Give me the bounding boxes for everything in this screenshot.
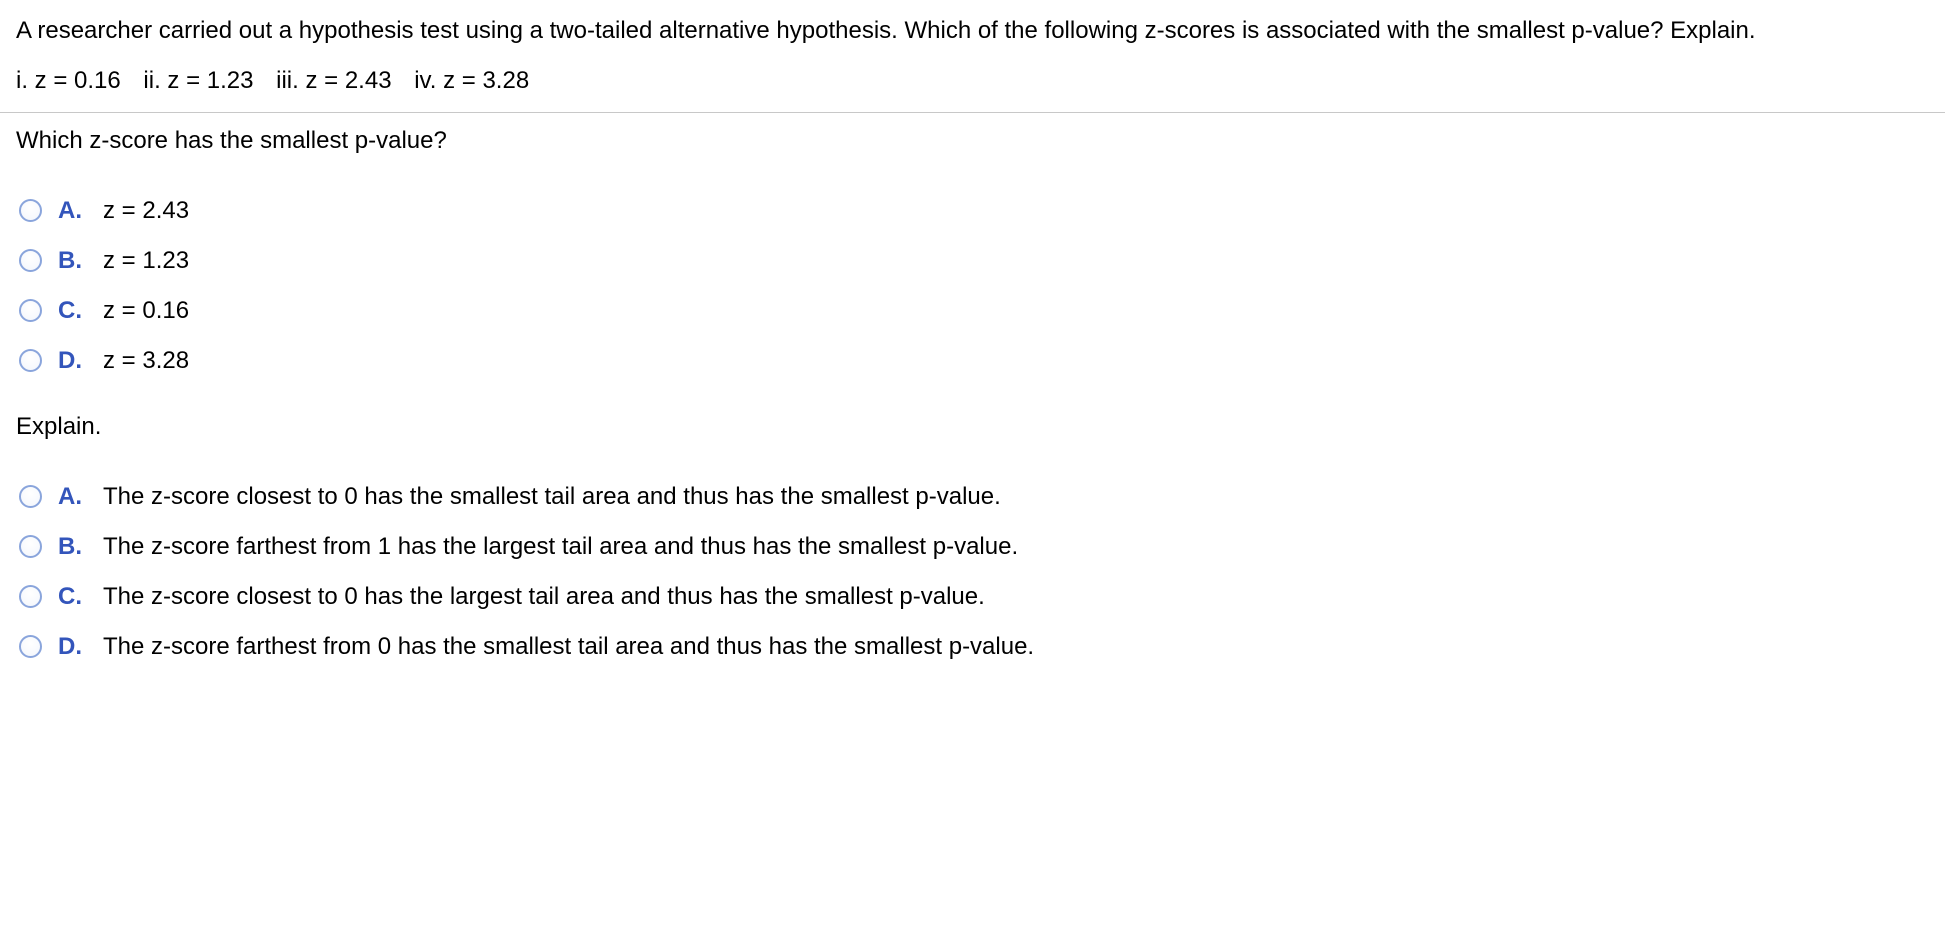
part2-option-d[interactable] — [19, 632, 1034, 682]
section-divider — [0, 112, 1945, 113]
radio-button[interactable] — [19, 485, 42, 508]
option-letter: C. — [58, 583, 82, 610]
part1-option-c[interactable] — [19, 296, 189, 346]
z-score-list — [16, 66, 545, 96]
option-text: The z-score farthest from 0 has the smallest tail area and thus has the smallest p-value. — [103, 633, 1035, 660]
question-prompt: A researcher carried out a hypothesis test using a two-tailed alternative hypothesis. Which of the following z-scores is associated with the smallest p-value? Explain. — [16, 17, 1756, 44]
radio-button[interactable] — [19, 249, 42, 272]
radio-button[interactable] — [19, 635, 42, 658]
option-letter: D. — [58, 347, 82, 374]
part2-option-a[interactable] — [19, 482, 1034, 532]
option-letter: D. — [58, 633, 82, 660]
option-text: The z-score closest to 0 has the largest tail area and thus has the smallest p-value. — [103, 583, 985, 610]
radio-button[interactable] — [19, 585, 42, 608]
part2-option-c[interactable] — [19, 582, 1034, 632]
option-text: z = 1.23 — [103, 247, 190, 274]
option-letter: B. — [58, 533, 82, 560]
option-letter: A. — [58, 483, 82, 510]
part2-question: Explain. — [16, 413, 102, 440]
radio-button[interactable] — [19, 535, 42, 558]
option-text: z = 0.16 — [103, 297, 190, 324]
radio-button[interactable] — [19, 199, 42, 222]
part1-option-a[interactable] — [19, 196, 189, 246]
radio-button[interactable] — [19, 299, 42, 322]
z-score-item: ii. z = 1.23 — [143, 67, 254, 94]
part1-question: Which z-score has the smallest p-value? — [16, 127, 447, 154]
option-letter: A. — [58, 197, 82, 224]
option-text: z = 2.43 — [103, 197, 190, 224]
part1-options — [19, 196, 189, 396]
z-score-item: iii. z = 2.43 — [276, 67, 392, 94]
radio-button[interactable] — [19, 349, 42, 372]
option-text: The z-score farthest from 1 has the largest tail area and thus has the smallest p-value. — [103, 533, 1019, 560]
option-letter: B. — [58, 247, 82, 274]
z-score-item: i. z = 0.16 — [16, 67, 121, 94]
part1-option-b[interactable] — [19, 246, 189, 296]
part1-option-d[interactable] — [19, 346, 189, 396]
part2-options — [19, 482, 1034, 682]
option-text: z = 3.28 — [103, 347, 190, 374]
option-letter: C. — [58, 297, 82, 324]
option-text: The z-score closest to 0 has the smallest tail area and thus has the smallest p-value. — [103, 483, 1001, 510]
z-score-item: iv. z = 3.28 — [414, 67, 530, 94]
part2-option-b[interactable] — [19, 532, 1034, 582]
